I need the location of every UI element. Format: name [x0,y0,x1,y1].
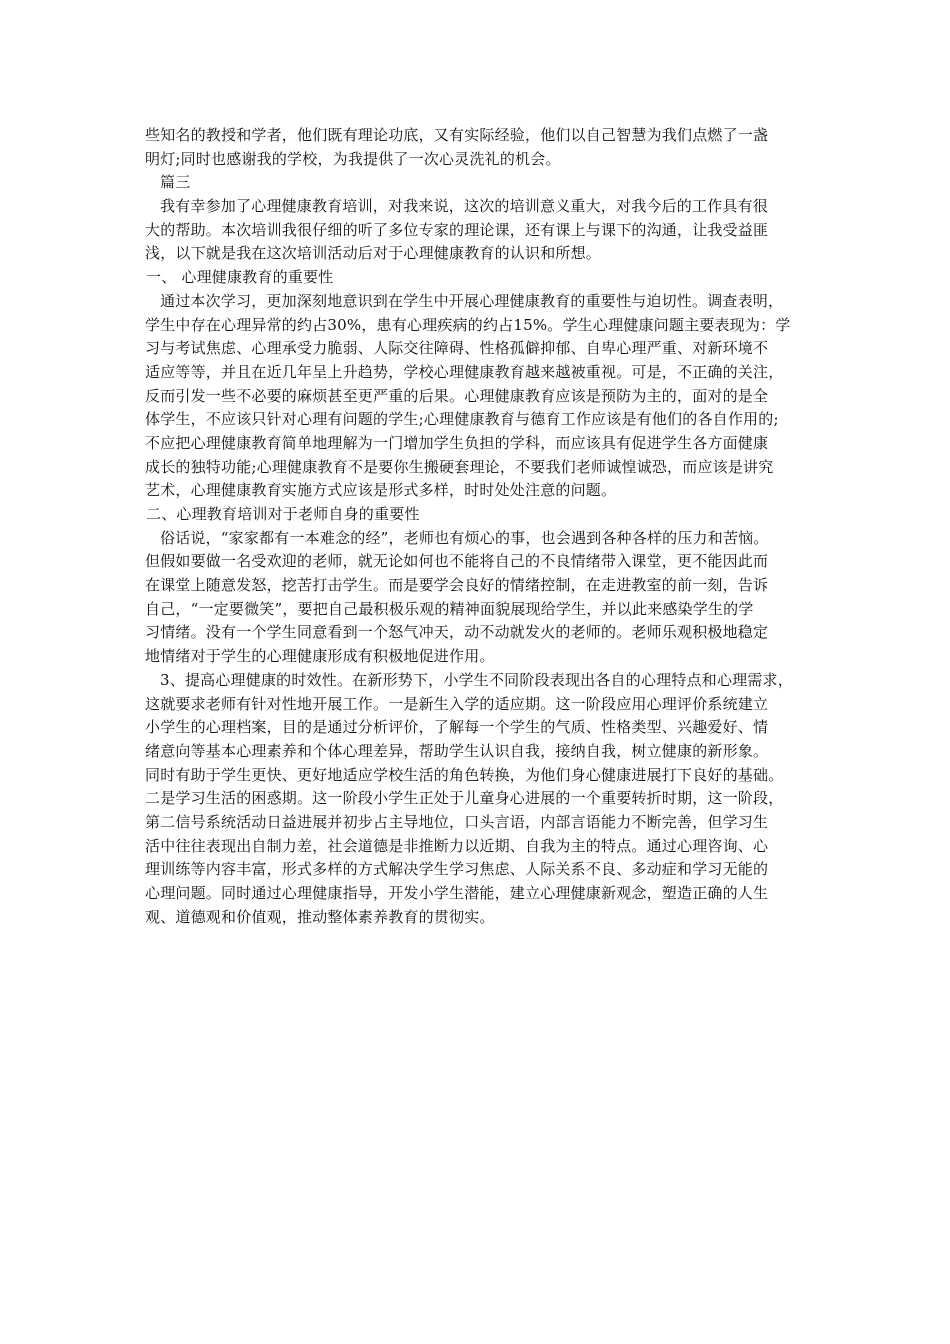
text-line: 成长的独特功能;心理健康教育不是要你生搬硬套理论，不要我们老师诚惶诚恐，而应该是讲究 [145,457,774,476]
text-line: 但假如要做一名受欢迎的老师，就无论如何也不能将自己的不良情绪带入课堂，更不能因此而 [145,552,769,571]
text-line: 自己，“一定要微笑”，要把自己最积极乐观的精神面貌展现给学生，并以此来感染学生的学 [145,599,754,618]
text-line: 小学生的心理档案，目的是通过分析评价，了解每一个学生的气质、性格类型、兴趣爱好、情 [145,718,769,737]
subheading: 二、心理教育培训对于老师自身的重要性 [146,505,420,523]
text-line: 学生中存在心理异常的约占30%，患有心理疾病的约占15%。学生心理健康问题主要表现为：学 [145,315,791,334]
text-line: 活中往往表现出自制力差，社会道德是非推断力以近期、自我为主的特点。通过心理咨询、心 [145,836,769,855]
text-line: 心理问题。同时通过心理健康指导，开发小学生潜能，建立心理健康新观念，塑造正确的人生 [145,884,769,902]
text-line: 明灯;同时也感谢我的学校，为我提供了一次心灵洗礼的机会。 [145,149,561,168]
text-line: 浅，以下就是我在这次培训活动后对于心理健康教育的认识和所想。 [145,244,602,263]
section-heading: 篇三 [160,173,191,192]
subheading: 一、 心理健康教育的重要性 [146,268,334,287]
text-line: 绪意向等基本心理素养和个体心理差异，帮助学生认识自我，接纳自我，树立健康的新形象。 [145,741,769,760]
text-line: 大的帮助。本次培训我很仔细的听了多位专家的理论课，还有课上与课下的沟通，让我受益匪 [145,220,769,239]
text-line: 理训练等内容丰富，形式多样的方式解决学生学习焦虑、人际关系不良、多动症和学习无能的 [145,860,769,879]
text-line: 这就要求老师有针对性地开展工作。一是新生入学的适应期。这一阶段应用心理评价系统建立 [145,694,769,713]
document-body [145,124,813,929]
text-line: 适应等等，并且在近几年呈上升趋势，学校心理健康教育越来越被重视。可是，不正确的关注， [145,362,784,381]
text-line: 3、提高心理健康的时效性。在新形势下，小学生不同阶段表现出各自的心理特点和心理需求， [160,670,793,689]
text-line: 习与考试焦虑、心理承受力脆弱、人际交往障碍、性格孤僻抑郁、自卑心理严重、对新环境不 [145,339,769,358]
text-line: 同时有助于学生更快、更好地适应学校生活的角色转换，为他们身心健康进展打下良好的基础。 [145,765,784,784]
text-line: 通过本次学习，更加深刻地意识到在学生中开展心理健康教育的重要性与迫切性。调查表明， [160,291,784,310]
text-line: 体学生，不应该只针对心理有问题的学生;心理健康教育与德育工作应该是有他们的各自作用的; [145,410,779,429]
text-line: 艺术，心理健康教育实施方式应该是形式多样，时时处处注意的问题。 [145,481,617,500]
text-line: 俗话说，“家家都有一本难念的经”，老师也有烦心的事，也会遇到各种各样的压力和苦恼。 [160,528,769,547]
text-line: 观、道德观和价值观，推动整体素养教育的贯彻实。 [145,907,495,926]
text-line: 些知名的教授和学者，他们既有理论功底，又有实际经验，他们以自己智慧为我们点燃了一盏 [145,126,769,144]
text-line: 第二信号系统活动日益进展并初步占主导地位，口头言语，内部言语能力不断完善，但学习生 [145,812,769,831]
text-line: 二是学习生活的困惑期。这一阶段小学生正处于儿童身心进展的一个重要转折时期，这一阶段， [145,789,784,808]
text-line: 在课堂上随意发怒，挖苦打击学生。而是要学会良好的情绪控制，在走进教室的前一刻，告诉 [145,576,769,595]
text-line: 地情绪对于学生的心理健康形成有积极地促进作用。 [145,647,495,666]
text-line: 习情绪。没有一个学生同意看到一个怒气冲天，动不动就发火的老师的。老师乐观积极地稳定 [145,623,769,642]
text-line: 我有幸参加了心理健康教育培训，对我来说，这次的培训意义重大，对我今后的工作具有很 [160,197,769,216]
text-line: 反而引发一些不必要的麻烦甚至更严重的后果。心理健康教育应该是预防为主的，面对的是全 [145,386,769,405]
text-line: 不应把心理健康教育简单地理解为一门增加学生负担的学科，而应该具有促进学生各方面健康 [145,433,769,452]
